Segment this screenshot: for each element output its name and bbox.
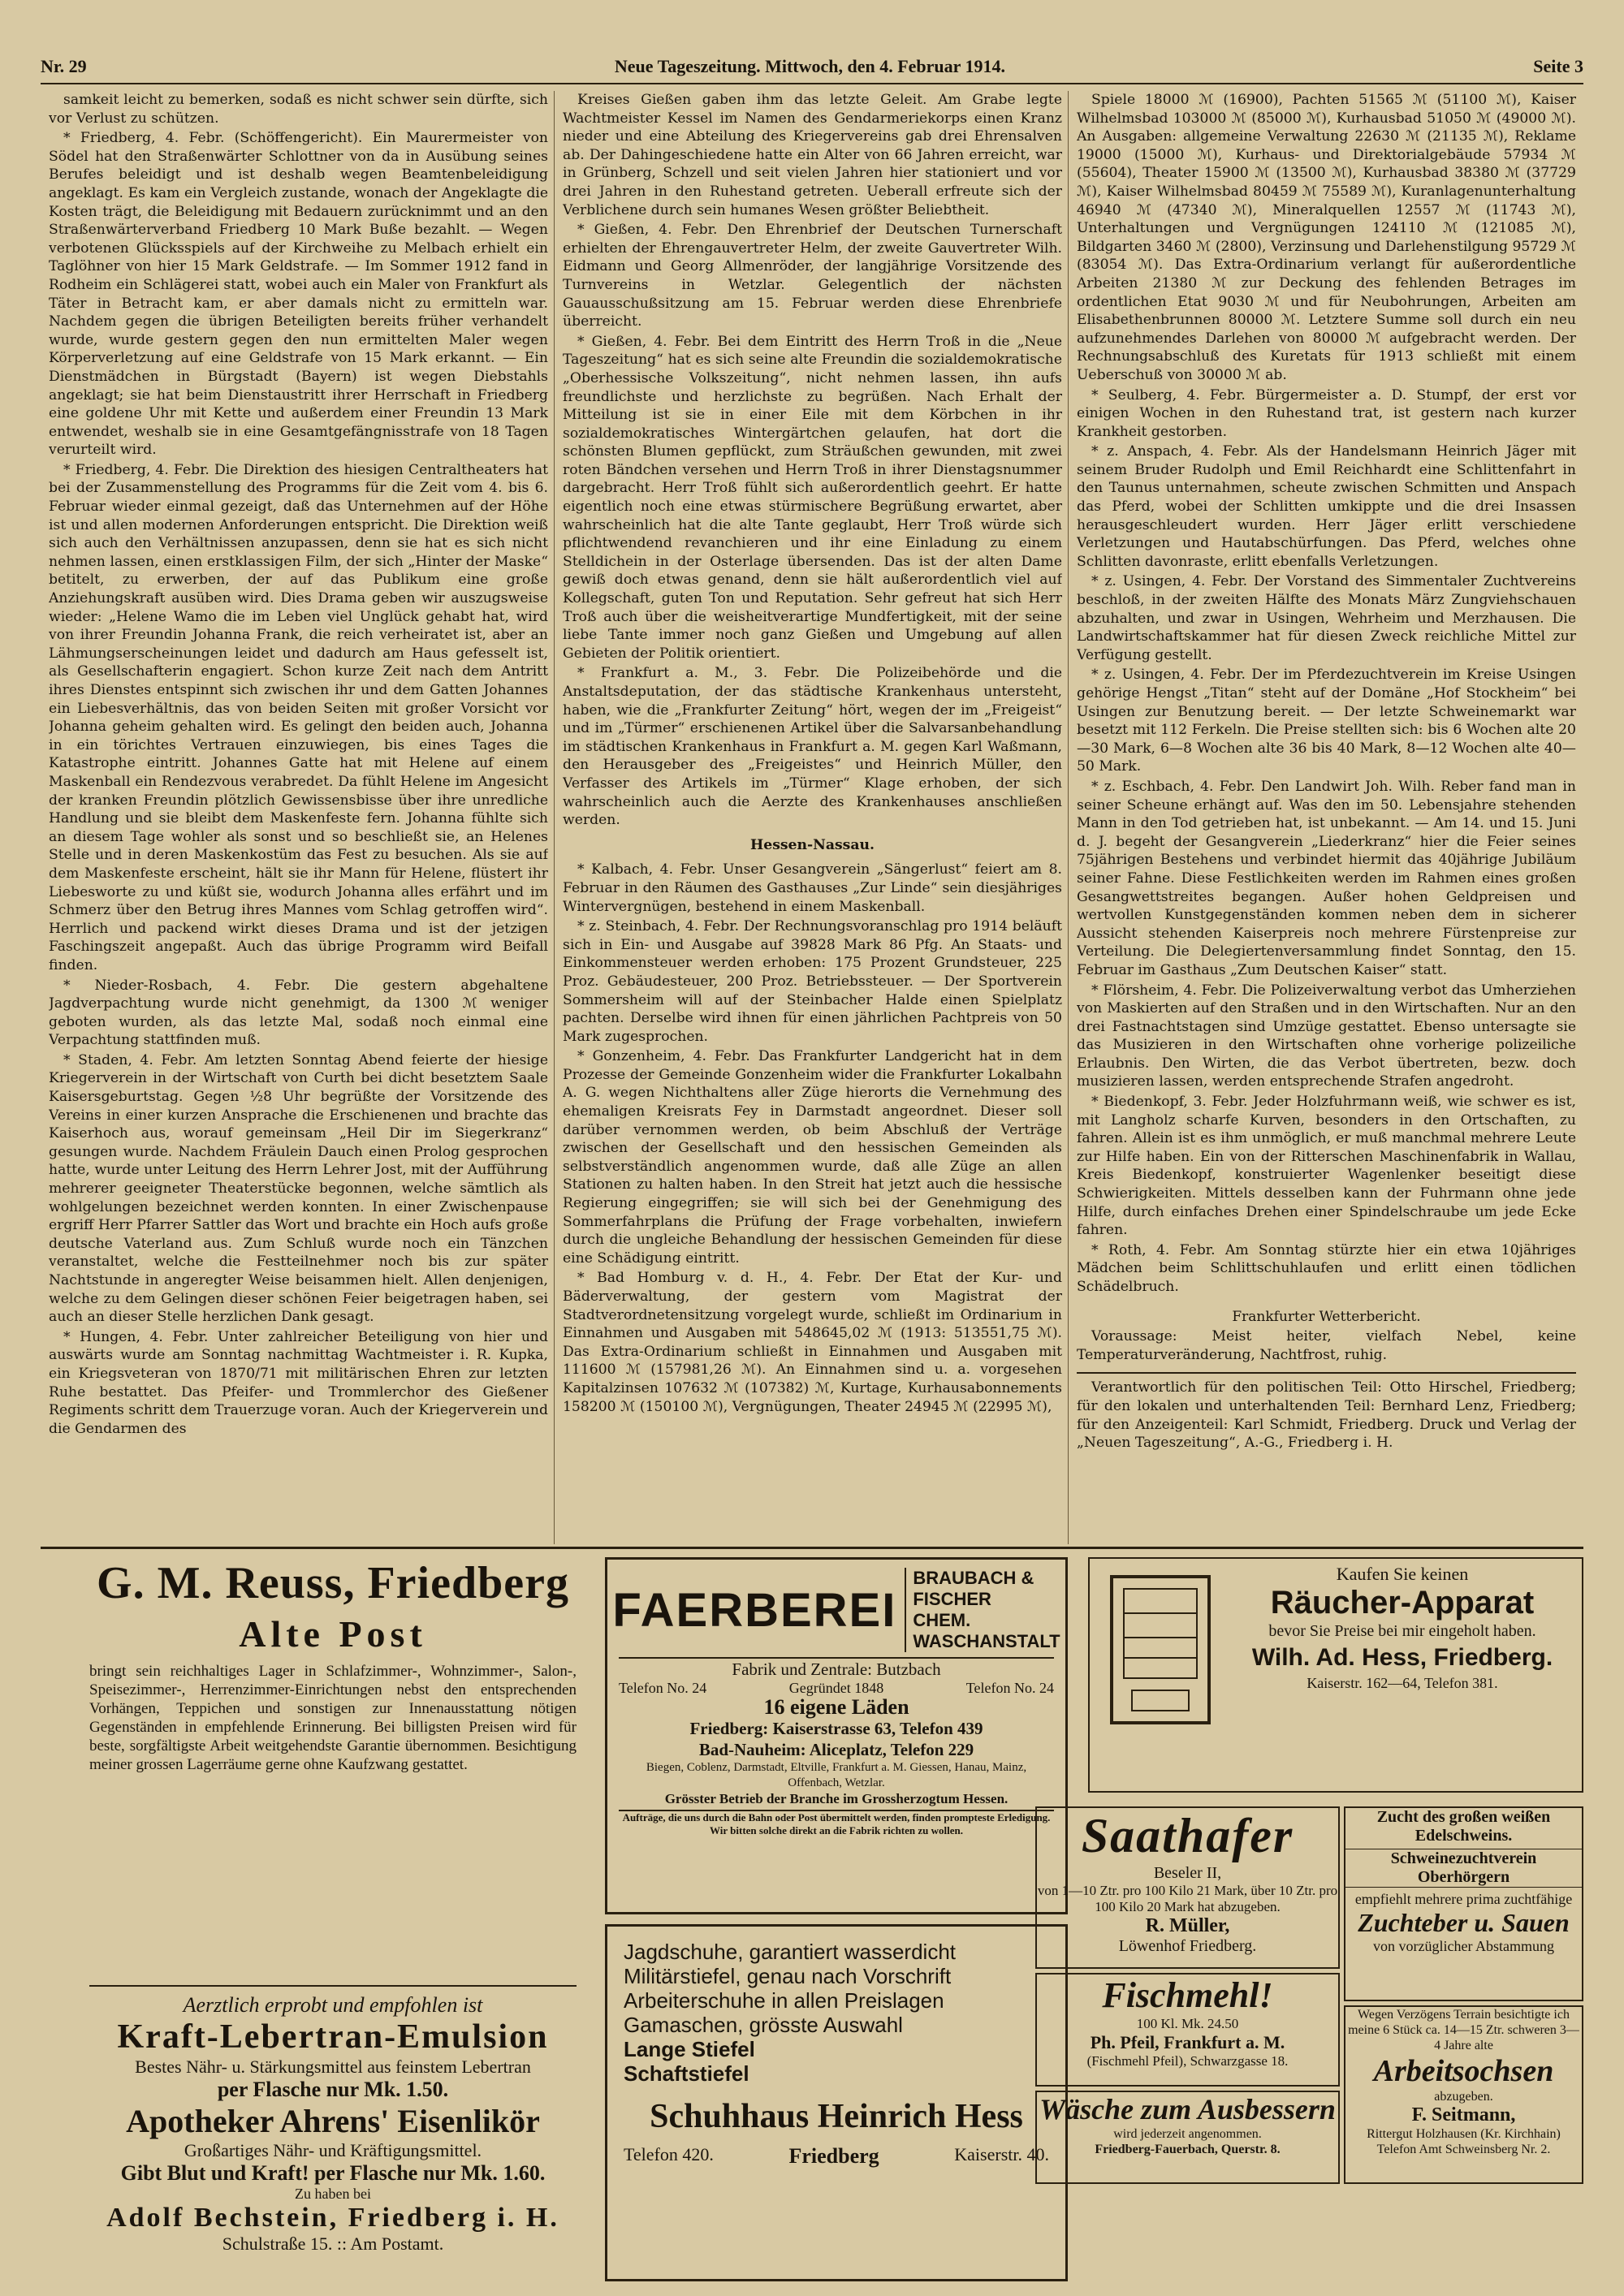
ad-eisenlikoer-price: Gibt Blut und Kraft! per Flasche nur Mk. 1.60. bbox=[120, 2161, 546, 2185]
ad-faerberei-side bbox=[905, 1568, 1060, 1652]
ad-lebertran-line: Bestes Nähr- u. Stärkungsmittel aus feinstem Lebertran bbox=[135, 2056, 531, 2077]
ad-fischmehl bbox=[1035, 1973, 1340, 2087]
ad-lebertran-line: Großartiges Nähr- und Kräftigungsmittel. bbox=[184, 2140, 482, 2160]
ad-waesche-address: Friedberg-Fauerbach, Querstr. 8. bbox=[1095, 2143, 1281, 2156]
ad-saathafer-line: von 1—10 Ztr. pro 100 Kilo 21 Mark, über 10 Ztr. pro 100 Kilo 20 Mark hat abzugeben. bbox=[1037, 1883, 1338, 1914]
ad-faerberei-line: Friedberg: Kaiserstrasse 63, Telefon 439 bbox=[689, 1719, 983, 1738]
ad-ochsen-address: Rittergut Holzhausen (Kr. Kirchhain) Telefon Amt Schweinsberg Nr. 2. bbox=[1367, 2127, 1561, 2156]
article-paragraph: * Gießen, 4. Febr. Bei dem Eintritt des Herrn Troß in die „Neue Tageszeitung“ hat es sich seine alte Freundin die sozialdemokratische „Oberhessische Volkszeitung“, nicht nehmen lassen, ihn aufs freundlichste und herzlichste zu begrüßen. Nach Erhalt der Mitteilung ist sie in einer Eile mit dem Körbchen in ihr sozialdemokratisches Wintergärtchen gelaufen, hat dort die schönsten Blumen gepflückt, zum Sträußchen gewunden, mit zwei roten Bändchen versehen und Herrn Troß in ihrer Dienstagsnummer dargebracht. Herr Troß fühlt sich außerordentlich geehrt. Er hatte eigentlich noch eine etwas stürmischere Begrüßung erwartet, aber wahrscheinlich hat die alte Tante geglaubt, Herr Troß würde sich pflichtwendend revanchieren und ihr eine Einladung zu einem Stelldichein in der Osterlage übersenden. Das ist der alten Dame gewiß doch etwas genand, denn sie hält außerordentlich viel auf Kollegschaft, guten Ton und Reputation. Sehr gefreut hat sich Herr Troß auch über die weisheitverartige Mundfertigkeit, mit der seine liebe Tante immer noch ganz Gießen und Umgebung auf allen Gebieten der Politik orientiert. bbox=[563, 333, 1062, 662]
page-number: Seite 3 bbox=[1533, 56, 1583, 76]
ad-reuss bbox=[89, 1557, 577, 1979]
ad-ochsen bbox=[1344, 2005, 1583, 2184]
ad-schuhhaus-city: Friedberg bbox=[788, 2144, 879, 2168]
article-paragraph: * z. Eschbach, 4. Febr. Den Landwirt Joh. Wilh. Reber fand man in seiner Scheune erhängt auf. Was den im 50. Lebensjahre stehenden Mann in den Tod getrieben hat, ist unbekannt. — Am 14. und 15. Juni d. J. begeht der Gesangverein „Liederkranz“ hier die Feier seines 75jährigen Bestehens und verbindet hiermit das 40jährige Jubiläum seiner Fahne. Diese Festlichkeiten werden im Rahmen eines großen Gesangwettstreites begangen. Außer hohen Geldpreisen und wertvollen Kunstgegenständen kommen neben dem in sicherer Aussicht stehenden Kaiserpreis noch mehrere Fürstenpreise zur Verteilung. Die Delegiertenversammlung findet Sonntag, den 15. Februar im Gasthaus „Zum Deutschen Kaiser“ statt. bbox=[1077, 778, 1576, 978]
ad-schuhhaus-tel: Telefon 420. bbox=[624, 2144, 714, 2164]
article-paragraph: * Frankfurt a. M., 3. Febr. Die Polizeibehörde und die Anstaltsdeputation, der das städtische Krankenhaus untersteht, haben, wie die „Frankfurter Zeitung“ hört, wegen der im „Freigeist“ und im „Türmer“ erschienenen Artikel über die Salvarsanbehandlung im städtischen Krankenhaus in Frankfurt a. M. gegen Karl Waßmann, den Herausgeber des „Freigeistes“ und Heinrich Müller, den Verfasser des Artikels im „Türmer“ Klage erhoben, der sich wahrscheinlich auch die Aerzte des Krankenhauses anschließen werden. bbox=[563, 665, 1062, 829]
article-paragraph: * z. Usingen, 4. Febr. Der im Pferdezuchtverein im Kreise Usingen gehörige Hengst „Titan“ steht auf der Domäne „Hof Stockheim“ bei Usingen zur Benutzung bereit. — Der letzte Schweinemarkt war besetzt mit 112 Ferkeln. Die Preise stellten sich: bis 6 Wochen alte 20—30 Mark, 6—8 Wochen alte 36 bis 40 Mark, 8—12 Wochen alte 40—50 Mark. bbox=[1077, 667, 1576, 775]
weather-title: Frankfurter Wetterbericht. bbox=[1232, 1308, 1421, 1325]
ad-raeucher-seller: Wilh. Ad. Hess, Friedberg. bbox=[1251, 1644, 1553, 1671]
smokehouse-cabinet-icon bbox=[1099, 1569, 1221, 1731]
ad-fischmehl-seller: Ph. Pfeil, Frankfurt a. M. bbox=[1090, 2032, 1285, 2052]
article-paragraph: Spiele 18000 ℳ (16900), Pachten 51565 ℳ (51100 ℳ), Kaiser Wilhelmsbad 103000 ℳ (85000 ℳ), Kurhausbad 51050 ℳ (49000 ℳ). An Ausgaben: allgemeine Verwaltung 22630 ℳ (21135 ℳ), Reklame 19000 (15000 ℳ), Kurhaus- und Direktorialgebäude 57934 ℳ (55604), Theater 15900 ℳ (13500 ℳ), Kurhausbad 38380 ℳ (37729 ℳ), Kaiser Wilhelmsbad 80459 ℳ 75589 ℳ), Kuranlagenunterhaltung 46940 ℳ (47340 ℳ), Mineralquellen 12557 ℳ (11743 ℳ), Unterhaltungen und Vergnügungen 124110 ℳ (121085 ℳ), Bildgarten 3460 ℳ (2800), Verzinsung und Darlehenstilgung 95729 ℳ (83054 ℳ). Das Extra-Ordinarium verlangt für außerordentliche Arbeiten 21380 ℳ zur Deckung des fehlenden Betrages im ordentlichen Etat 9030 ℳ und für Neubohrungen, Arbeiten am Elisabethenbrunnen 80000 ℳ. Letztere Summe soll durch ein neu aufzunehmendes Darlehen von 80000 ℳ aufgebracht werden. Der Rechnungsabschluß des Kuretats für 1913 schließt mit einem Ueberschuß von 30000 ℳ ab. bbox=[1077, 92, 1576, 383]
ad-schuhhaus-line: Militärstiefel, genau nach Vorschrift bbox=[624, 1964, 952, 1988]
ad-saathafer-line: Beseler II, bbox=[1153, 1864, 1222, 1882]
ad-fischmehl-title: Fischmehl! bbox=[1102, 1975, 1273, 2015]
ad-waesche-line: wird jederzeit angenommen. bbox=[1113, 2127, 1262, 2141]
ad-lebertran-line: Zu haben bei bbox=[295, 2186, 371, 2202]
article-paragraph: * Nieder-Rosbach, 4. Febr. Die gestern abgehaltene Jagdverpachtung wurde nicht genehmigt, da 1300 ℳ weniger geboten wurden, als das letzte Mal, sodaß noch einmal eine Verpachtung stattfinden muß. bbox=[49, 977, 548, 1049]
article-paragraph: * Gonzenheim, 4. Febr. Das Frankfurter Landgericht hat in dem Prozesse der Gemeinde Gonzenheim wider die Frankfurter Lokalbahn A. G. wegen Nichthaltens aller Züge hierorts die Vernehmung des ehemaligen Kreisrats Fey in Darmstadt angeordnet. Dieser soll darüber vernommen werden, ob beim Abschluß der Verträge zwischen der Gesellschaft und den hessischen Gemeinden als selbstverständlich angenommen wurde, daß alle Züge an allen Stationen zu halten haben. In den Streit hat jetzt auch die hessische Regierung eingegriffen; sie will sich bei der Genehmigung des Sommerfahrplans die Prüfung der Frage vorbehalten, inwiefern durch die ungleiche Behandlung der hessischen Gemeinden für diese eine Schädigung eintritt. bbox=[563, 1048, 1062, 1267]
ad-lebertran-price: per Flasche nur Mk. 1.50. bbox=[217, 2078, 449, 2101]
ad-fischmehl-price: 100 Kl. Mk. 24.50 bbox=[1136, 2016, 1239, 2031]
ad-faerberei-line: Grösster Betrieb der Branche im Grossherzogtum Hessen. bbox=[619, 1791, 1054, 1811]
ad-raeucher bbox=[1088, 1557, 1583, 1793]
article-paragraph: * Kalbach, 4. Febr. Unser Gesangverein „Sängerlust“ feiert am 8. Februar in den Räumen des Gasthauses „Zur Linde“ sein diesjähriges Wintervergnügen, bestehend in einem Maskenball. bbox=[563, 861, 1062, 915]
ad-schuhhaus-line: Schaftstiefel bbox=[624, 2061, 749, 2086]
ad-schuhhaus-line: Arbeiterschuhe in allen Preislagen bbox=[624, 1988, 944, 2013]
column-divider bbox=[554, 91, 555, 1544]
ad-saathafer-seller: R. Müller, bbox=[1145, 1915, 1230, 1936]
ad-zucht-seller: Schweinezuchtverein Oberhörgern bbox=[1345, 1849, 1582, 1888]
ad-faerberei-row bbox=[619, 1680, 1054, 1697]
ad-zucht bbox=[1344, 1806, 1583, 2001]
ad-saathafer bbox=[1035, 1806, 1340, 1969]
article-paragraph: * Flörsheim, 4. Febr. Die Polizeiverwaltung verbot das Umherziehen von Maskierten auf den Straßen und in den Wirtschaften. Nur an den drei Fastnachtstagen sind Umzüge gestattet. Ebenso untersagte sie das Musizieren in den Wirtschaften ohne vorherige polizeiliche Erlaubnis. Den Wirten, die das Verbot übertreten, bezw. doch musizieren lassen, werden entsprechende Strafen angedroht. bbox=[1077, 982, 1576, 1090]
article-paragraph: * z. Anspach, 4. Febr. Als der Handelsmann Heinrich Jäger mit seinem Bruder Rudolph und Emil Reichhardt eine Schlittenfahrt in den Taunus unternahmen, scheute zwischen Schmitten und Anspach das Pferd, wobei der Schlitten umkippte und die drei Insassen herausgeschleudert wurden. Herr Jäger erlitt verschiedene Verletzungen und Hautabschürfungen. Das Pferd, welches ohne Schlitten davonraste, erlitt ebenfalls Verletzungen. bbox=[1077, 443, 1576, 570]
ad-faerberei-line: 16 eigene Läden bbox=[763, 1695, 909, 1719]
ad-raeucher-address: Kaiserstr. 162—64, Telefon 381. bbox=[1307, 1675, 1498, 1691]
article-paragraph: * Hungen, 4. Febr. Unter zahlreicher Beteiligung von hier und auswärts wurde am Sonntag nachmittag Wachtmeister i. R. Kupka, ein Kriegsveteran von 1870/71 mit militärischen Ehren zur letzten Ruhe bestattet. Das Pfeifer- und Trommlerchor des Gießener Regiments schritt dem Trauerzuge voran. Auch der Kriegerverein und die Gendarmen des bbox=[49, 1328, 548, 1437]
ad-lebertran-seller: Adolf Bechstein, Friedberg i. H. bbox=[106, 2203, 559, 2233]
ad-fischmehl-address: (Fischmehl Pfeil), Schwarzgasse 18. bbox=[1086, 2053, 1289, 2069]
ad-lebertran-address: Schulstraße 15. :: Am Postamt. bbox=[222, 2233, 444, 2254]
ad-ochsen-title: Arbeitsochsen bbox=[1373, 2054, 1554, 2088]
ad-raeucher-line: Kaufen Sie keinen bbox=[1336, 1564, 1469, 1584]
ad-lebertran bbox=[89, 1985, 577, 2285]
ad-reuss-subtitle: Alte Post bbox=[239, 1613, 427, 1655]
ad-raeucher-title: Räucher-Apparat bbox=[1270, 1585, 1535, 1621]
ad-faerberei-note: Aufträge, die uns durch die Bahn oder Post übermittelt werden, finden prompteste Erledigung. Wir bitten solche direkt an die Fabrik richten zu wollen. bbox=[622, 1811, 1051, 1836]
ad-waesche-title: Wäsche zum Ausbessern bbox=[1039, 2093, 1336, 2126]
ad-lebertran-line: Aerztlich erprobt und empfohlen ist bbox=[183, 1993, 483, 2017]
ad-zucht-line: empfiehlt mehrere prima zuchtfähige bbox=[1354, 1891, 1573, 1907]
weather-report bbox=[1077, 1308, 1576, 1365]
ad-faerberei-founded: Gegründet 1848 bbox=[788, 1680, 884, 1696]
ad-eisenlikoer-title: Apotheker Ahrens' Eisenlikör bbox=[126, 2103, 540, 2139]
article-column-2 bbox=[563, 91, 1062, 1543]
ad-ochsen-seller: F. Seitmann, bbox=[1411, 2104, 1516, 2126]
issue-number: Nr. 29 bbox=[41, 56, 87, 76]
ad-schuhhaus-line: Gamaschen, grösste Auswahl bbox=[624, 2013, 903, 2037]
impressum-text: Verantwortlich für den politischen Teil: Otto Hirschel, Friedberg; für den lokalen und unterhaltenden Teil: Bernhard Lenz, Friedberg; für den Anzeigenteil: Karl Schmidt, Friedberg. Druck und Verlag der „Neuen Tageszeitung“, A.-G., Friedberg i. H. bbox=[1077, 1379, 1576, 1452]
masthead-title: Neue Tageszeitung. Mittwoch, den 4. Februar 1914. bbox=[614, 56, 1006, 76]
ad-lebertran-title: Kraft-Lebertran-Emulsion bbox=[117, 2018, 549, 2056]
ads-divider bbox=[41, 1547, 1583, 1549]
ad-schuhhaus-line: Lange Stiefel bbox=[624, 2037, 755, 2061]
ad-faerberei-header bbox=[612, 1568, 1060, 1659]
ad-faerberei-line: Bad-Nauheim: Aliceplatz, Telefon 229 bbox=[698, 1740, 974, 1759]
section-heading: Hessen-Nassau. bbox=[750, 836, 875, 853]
ad-raeucher-line: bevor Sie Preise bei mir eingeholt haben. bbox=[1268, 1622, 1536, 1640]
ad-zucht-line: Zucht des großen weißen Edelschweins. bbox=[1376, 1808, 1551, 1845]
ad-ochsen-line: Wegen Verzögens Terrain besichtigte ich meine 6 Stück ca. 14—15 Ztr. schweren 3—4 Jahre alte bbox=[1348, 2008, 1579, 2052]
ad-zucht-line: von vorzüglicher Abstammung bbox=[1373, 1938, 1554, 1954]
article-paragraph: * Friedberg, 4. Febr. (Schöffengericht). Ein Maurermeister von Södel hat den Straßenwärter Schlottner von da in Ausübung seines Berufes beleidigt und ist deshalb wegen Beamtenbeleidigung angeklagt. Es kam ein Vergleich zustande, wonach der Angeklagte die Kosten trägt, die Beleidigung mit Bedauern zurücknimmt und an den Straßenwärterverband Friedberg 10 Mark Buße bezahlt. — Wegen verbotenen Glücksspiels auf der Kirchweihe zu Melbach erhielt ein Taglöhner von hier 15 Mark Geldstrafe. — Im Sommer 1912 fand in Rodheim ein Schlägerei statt, wobei auch ein Maler von Frankfurt als Täter in Betracht kam, er aber damals nicht zu ermitteln war. Nachdem gegen die übrigen Beteiligten bereits früher verhandelt wurde, wurde gestern gegen den nun ermittelten Maler wegen Körperverletzung auf eine Geldstrafe von 15 Mark erkannt. — Ein Dienstmädchen in Bürgstadt (Bayern) ist wegen Diebstahls angeklagt; sie hat beim Dienstaustritt ihrer Herrschaft in Friedberg eine goldene Uhr mit Kette und außerdem einer Freundin 13 Mark entwendet, weshalb sie in eine Gesamtgefängnisstrafe von 18 Tagen verurteilt wird. bbox=[49, 130, 548, 459]
ad-faerberei bbox=[605, 1557, 1068, 1914]
article-paragraph: * Staden, 4. Febr. Am letzten Sonntag Abend feierte der hiesige Kriegerverein in der Wirtschaft von Curth bei dicht besetztem Saale Kaisersgeburtstag. Gegen ½8 Uhr begrüßte der Vorsitzende des Vereins in einer kurzen Ansprache die Erschienenen und brachte das Kaiserhoch aus, worauf gemeinsam „Heil Dir im Siegerkranz“ gesungen wurde. Nachdem Fräulein Dauch einen Prolog gesprochen hatte, wurde unter Leitung des Herrn Lehrer Jost, mit der Aufführung mehrerer geeigneter Theaterstücke begonnen, welche sämtlich als wohlgelungen bezeichnet werden konnten. In einer Zwischenpause ergriff Herr Pfarrer Sattler das Wort und brachte ein Hoch aufs große deutsche Vaterland aus. Zum Schluß wurde noch ein Tänzchen veranstaltet, welche die Festteilnehmer noch bis zur später Nachtstunde in angeregter Weise beisammen hielt. Allen denjenigen, welche zu dem Gelingen dieser schönen Feier beigetragen haben, sei auch an dieser Stelle herzlichen Dank gesagt. bbox=[49, 1051, 548, 1326]
ad-faerberei-tel: Telefon No. 24 bbox=[619, 1680, 707, 1696]
ad-schuhhaus-name: Schuhhaus Heinrich Hess bbox=[650, 2098, 1023, 2135]
ad-faerberei-side-line: CHEM. WASCHANSTALT bbox=[913, 1610, 1060, 1651]
ad-faerberei-line: Biegen, Coblenz, Darmstadt, Eltville, Frankfurt a. M. Giessen, Hanau, Mainz, Offenbach, Wetzlar. bbox=[646, 1761, 1027, 1789]
page-header bbox=[41, 50, 1583, 84]
ad-faerberei-line: Fabrik und Zentrale: Butzbach bbox=[732, 1659, 941, 1679]
ad-schuhhaus-footer bbox=[624, 2144, 1049, 2169]
ad-reuss-name: G. M. Reuss, Friedberg bbox=[97, 1558, 569, 1608]
weather-text: Voraussage: Meist heiter, vielfach Nebel, keine Temperaturveränderung, Nachtfrost, ruhig. bbox=[1077, 1328, 1576, 1363]
ad-reuss-text: bringt sein reichhaltiges Lager in Schlafzimmer-, Wohnzimmer-, Salon-, Speisezimmer-, Herrenzimmer-Einrichtungen nebst den entsprechenden Vorhängen, Teppichen und sonstigen zur Innenausstattung nötigen Gegenständen in empfehlende Erinnerung. Bei billigsten Preisen wird für beste, sorgfältigste Arbeit weitgehendste Garantie übernommen. Besichtigung meiner grossen Lagerräume gerne ohne Kaufzwang gestattet. bbox=[89, 1663, 577, 1773]
article-paragraph: samkeit leicht zu bemerken, sodaß es nicht schwer sein dürfte, sich vor Verlust zu schützen. bbox=[49, 92, 548, 127]
article-paragraph: * Biedenkopf, 3. Febr. Jeder Holzfuhrmann weiß, wie schwer es ist, mit Langholz scharfe Kurven, besonders in den Ortschaften, zu fahren. Allein ist es ihm unmöglich, er muß manchmal mehrere Leute zur Hilfe haben. Ein von der Ritterschen Maschinenfabrik in Wallau, Kreis Biedenkopf, konstruierter Wagenlenker beseitigt diese Schwierigkeiten. Mittels desselben kann der Fuhrmann ohne jede Hilfe, durch einfaches Drehen einer Spindelschraube um jede Ecke fahren. bbox=[1077, 1094, 1576, 1239]
article-paragraph: * z. Steinbach, 4. Febr. Der Rechnungsvoranschlag pro 1914 beläuft sich in Ein- und Ausgabe auf 39828 Mark 86 Pfg. An Staats- und Einkommensteuer werden erhoben: 175 Prozent Grundsteuer, 225 Proz. Gebäudesteuer, 200 Proz. Betriebssteuer. — Der Sportverein Sommersheim will auf der Steinbacher Halde einen Spielplatz pachten. Derselbe wird ihnen für einen jährlichen Pachtpreis von 50 Mark zugesprochen. bbox=[563, 918, 1062, 1045]
ad-ochsen-line: abzugeben. bbox=[1434, 2090, 1493, 2104]
ad-raeucher-body bbox=[1228, 1564, 1577, 1692]
article-column-1 bbox=[49, 91, 548, 1543]
impressum bbox=[1077, 1372, 1576, 1452]
ad-saathafer-address: Löwenhof Friedberg. bbox=[1118, 1937, 1257, 1955]
ad-faerberei-tel: Telefon No. 24 bbox=[965, 1680, 1054, 1696]
ad-faerberei-side-line: BRAUBACH & FISCHER bbox=[913, 1568, 1034, 1609]
ad-schuhhaus-line: Jagdschuhe, garantiert wasserdicht bbox=[624, 1940, 957, 1964]
article-paragraph: * Bad Homburg v. d. H., 4. Febr. Der Etat der Kur- und Bäderverwaltung, der gestern vom Magistrat der Stadtverordnetensitzung vorgelegt wurde, schließt im Ordinarium in Einnahmen und Ausgaben mit 548645,02 ℳ (1913: 513551,75 ℳ). Das Extra-Ordinarium schließt in Einnahmen und Ausgaben mit 111600 ℳ (157981,26 ℳ). An Einnahmen sind u. a. vorgesehen Kapitalzinsen 107632 ℳ (107382) ℳ, Kurtage, Kurhausabonnements 158200 ℳ (150100 ℳ), Vergnügungen, Theater 24945 ℳ (22995 ℳ), bbox=[563, 1270, 1062, 1415]
column-divider bbox=[1068, 91, 1069, 1544]
article-paragraph: * Gießen, 4. Febr. Den Ehrenbrief der Deutschen Turnerschaft erhielten der Ehrengauvertreter Helm, der zweite Gauvertreter Wilh. Eidmann und Georg Allmenröder, der langjährige Vorsitzende des Turnvereins in Wetzlar. Gelegentlich der nächsten Gauausschußsitzung am 15. Februar werden diese Ehrenbriefe überreicht. bbox=[563, 222, 1062, 330]
article-paragraph: * Roth, 4. Febr. Am Sonntag stürzte hier ein etwa 10jähriges Mädchen beim Schlittschuhlaufen und erlitt einen tödlichen Schädelbruch. bbox=[1077, 1241, 1576, 1295]
ad-saathafer-title: Saathafer bbox=[1081, 1809, 1294, 1862]
ad-zucht-title: Zuchteber u. Sauen bbox=[1358, 1908, 1570, 1937]
ad-faerberei-title: FAERBEREI bbox=[612, 1583, 897, 1637]
article-paragraph: * z. Usingen, 4. Febr. Der Vorstand des Simmentaler Zuchtvereins beschloß, in der zweiten Hälfte des Monats März Zungviehschauen abzuhalten, und zwar in Usingen, Wehrheim und Merzhausen. Die Landwirtschaftskammer hat für diesen Zweck reichliche Mittel zur Verfügung gestellt. bbox=[1077, 573, 1576, 663]
article-paragraph: Kreises Gießen gaben ihm das letzte Geleit. Am Grabe legte Wachtmeister Kessel im Namen des Gendarmeriekorps einen Kranz nieder und eine Abteilung des Kriegervereins gab drei Ehrensalven ab. Der Dahingeschiedene hatte ein Alter von 66 Jahren erreicht, war in Grünberg, Schzell und seit vielen Jahren hier stationiert und vor drei Jahren in den Ruhestand getreten. Ueberall erfreute sich der Verblichene durch sein humanes Wesen größter Beliebtheit. bbox=[563, 92, 1062, 218]
ad-waesche bbox=[1035, 2091, 1340, 2184]
article-paragraph: * Seulberg, 4. Febr. Bürgermeister a. D. Stumpf, der erst vor einigen Wochen in den Ruhestand trat, ist gestern nach kurzer Krankheit gestorben. bbox=[1077, 386, 1576, 440]
ad-schuhhaus bbox=[605, 1924, 1068, 2281]
article-paragraph: * Friedberg, 4. Febr. Die Direktion des hiesigen Centraltheaters hat bei der Zusammenstellung des Programms für die Zeit vom 4. bis 6. Februar wieder einmal gezeigt, daß das Unternehmen auf der Höhe ist und allen modernen Anforderungen entspricht. Die Direktion weiß sich auch den Verhältnissen anzupassen, denn sie hat es sich nicht nehmen lassen, einen erstklassigen Film, der sich „Hinter der Maske“ betitelt, zu erwerben, der auf das Publikum eine große Anziehungskraft ausüben wird. Dies Drama geben wir auszugsweise wieder: „Helene Wamo die im Leben viel Unglück gehabt hat, wird von ihrer Freundin Johanna Frank, die reich verheiratet ist, aber an Lähmungserscheinungen leidet und dadurch am Haus gefesselt ist, als Gesellschafterin engagiert. Schon kurze Zeit nach dem Antritt ihres Dienstes entspinnt sich zwischen ihr und dem Gatten Johannes ein Liebesverhältnis, das von beiden Seiten mit großer Vorsicht vor Johanna geheim gehalten wird. Es gelingt den beiden auch, Johanna in ein törichtes Vertrauen einzuwiegen, bis eines Tages die Katastrophe eintritt. Johannes Gatte hat mit Helene auf einem Maskenball ein Rendezvous verabredet. Da fühlt Helene im Angesicht der kranken Freundin plötzlich Gewissensbisse über ihre unredliche Handlung und sie bleibt dem Maskenfeste fern. Johanna fühlte sich an diesem Tage wohler als sonst und so beschließt sie, an Helenes Stelle und in deren Maskenkostüm das Fest zu besuchen. Als sie auf dem Maskenfeste erscheint, hält sie ihr Mann für Helene, flüstert ihr Liebesworte zu und küßt sie, wodurch Johanna alles erfährt und im Schmerz über den Betrug ihres Mannes vom Schlag getroffen wird“. Herrlich und packend wirkt dieses Drama und ist der jetzigen Faschingszeit angepaßt. Auch das übrige Programm wird Beifall finden. bbox=[49, 461, 548, 973]
ad-schuhhaus-street: Kaiserstr. 40. bbox=[954, 2144, 1049, 2164]
article-column-3 bbox=[1077, 91, 1576, 1543]
